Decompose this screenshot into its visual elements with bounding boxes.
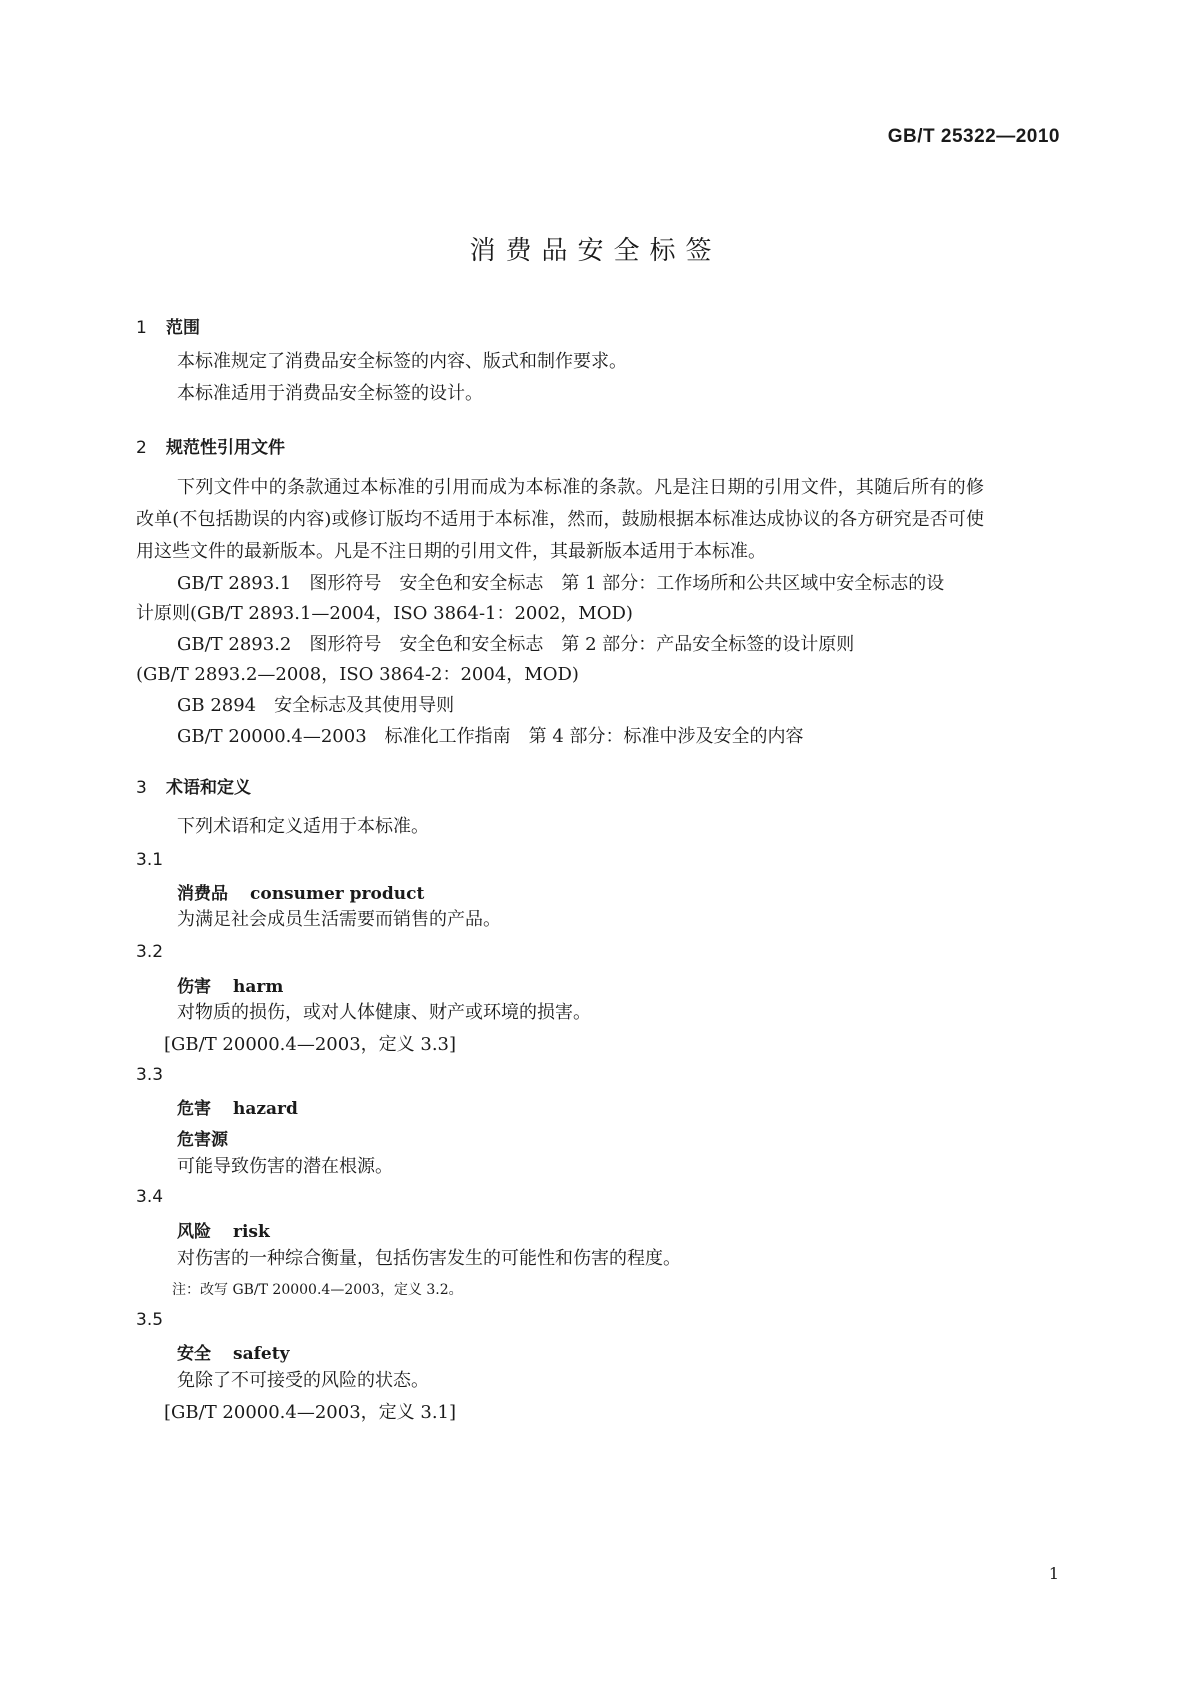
reference-3: GB 2894 安全标志及其使用导则 bbox=[177, 695, 455, 716]
term-definition: 对伤害的一种综合衡量，包括伤害发生的可能性和伤害的程度。 bbox=[177, 1248, 681, 1269]
section-title: 术语和定义 bbox=[166, 778, 251, 798]
term-name-zh: 风险 bbox=[177, 1222, 211, 1242]
page-number: 1 bbox=[1048, 1564, 1059, 1583]
term-name-zh: 消费品 bbox=[177, 884, 228, 904]
term-name-en: safety bbox=[233, 1344, 290, 1364]
section-1-heading bbox=[136, 313, 200, 338]
term-name bbox=[177, 1217, 270, 1242]
term-definition: 免除了不可接受的风险的状态。 bbox=[177, 1370, 429, 1391]
term-number: 3.5 bbox=[136, 1310, 164, 1330]
section-number: 2 bbox=[136, 438, 147, 458]
term-number: 3.4 bbox=[136, 1187, 164, 1207]
section-title: 范围 bbox=[166, 318, 200, 338]
term-name bbox=[177, 879, 424, 904]
normative-references-intro: 下列文件中的条款通过本标准的引用而成为本标准的条款。凡是注日期的引用文件，其随后所有的修改单(不包括勘误的内容)或修订版均不适用于本标准，然而，鼓励根据本标准达成协议的各方研究是否可使用这些文件的最新版本。凡是不注日期的引用文件，其最新版本适用于本标准。 bbox=[136, 477, 984, 562]
term-definition: 可能导致伤害的潜在根源。 bbox=[177, 1156, 393, 1177]
term-definition: 对物质的损伤，或对人体健康、财产或环境的损害。 bbox=[177, 1002, 591, 1023]
document-title: 消费品安全标签 bbox=[469, 236, 722, 266]
section-number: 3 bbox=[136, 778, 147, 798]
reference-1-line-2: 计原则(GB/T 2893.1—2004，ISO 3864-1：2002，MOD) bbox=[136, 603, 633, 624]
term-name-zh: 危害 bbox=[177, 1099, 211, 1119]
term-name-en: harm bbox=[233, 977, 284, 997]
reference-2-line-2: (GB/T 2893.2—2008，ISO 3864-2：2004，MOD) bbox=[136, 664, 579, 685]
term-name bbox=[177, 972, 283, 997]
section-title: 规范性引用文件 bbox=[166, 438, 285, 458]
term-name-en: risk bbox=[233, 1222, 270, 1242]
term-name-en: consumer product bbox=[250, 884, 425, 904]
term-definition: 为满足社会成员生活需要而销售的产品。 bbox=[177, 909, 501, 930]
term-source: [GB/T 20000.4—2003，定义 3.1] bbox=[164, 1402, 457, 1423]
scope-paragraph-2: 本标准适用于消费品安全标签的设计。 bbox=[177, 383, 483, 404]
section-2-heading bbox=[136, 433, 285, 458]
scope-paragraph-1: 本标准规定了消费品安全标签的内容、版式和制作要求。 bbox=[177, 351, 627, 372]
term-name-en: hazard bbox=[233, 1099, 298, 1119]
term-note: 注：改写 GB/T 20000.4—2003，定义 3.2。 bbox=[172, 1282, 463, 1298]
term-source: [GB/T 20000.4—2003，定义 3.3] bbox=[164, 1034, 457, 1055]
term-number: 3.1 bbox=[136, 850, 164, 870]
reference-4: GB/T 20000.4—2003 标准化工作指南 第 4 部分：标准中涉及安全的内容 bbox=[177, 726, 804, 747]
reference-2-line-1: GB/T 2893.2 图形符号 安全色和安全标志 第 2 部分：产品安全标签的设计原则 bbox=[177, 634, 855, 655]
term-alt-name: 危害源 bbox=[177, 1130, 228, 1150]
term-name bbox=[177, 1339, 289, 1364]
standard-code: GB/T 25322—2010 bbox=[887, 126, 1060, 147]
terms-intro: 下列术语和定义适用于本标准。 bbox=[177, 816, 429, 837]
reference-1-line-1: GB/T 2893.1 图形符号 安全色和安全标志 第 1 部分：工作场所和公共区域中安全标志的设 bbox=[177, 573, 945, 594]
term-name-zh: 安全 bbox=[177, 1344, 211, 1364]
term-number: 3.3 bbox=[136, 1065, 164, 1085]
term-number: 3.2 bbox=[136, 942, 164, 962]
section-3-heading bbox=[136, 773, 251, 798]
term-name bbox=[177, 1094, 298, 1119]
section-number: 1 bbox=[136, 318, 147, 338]
term-name-zh: 伤害 bbox=[177, 977, 211, 997]
